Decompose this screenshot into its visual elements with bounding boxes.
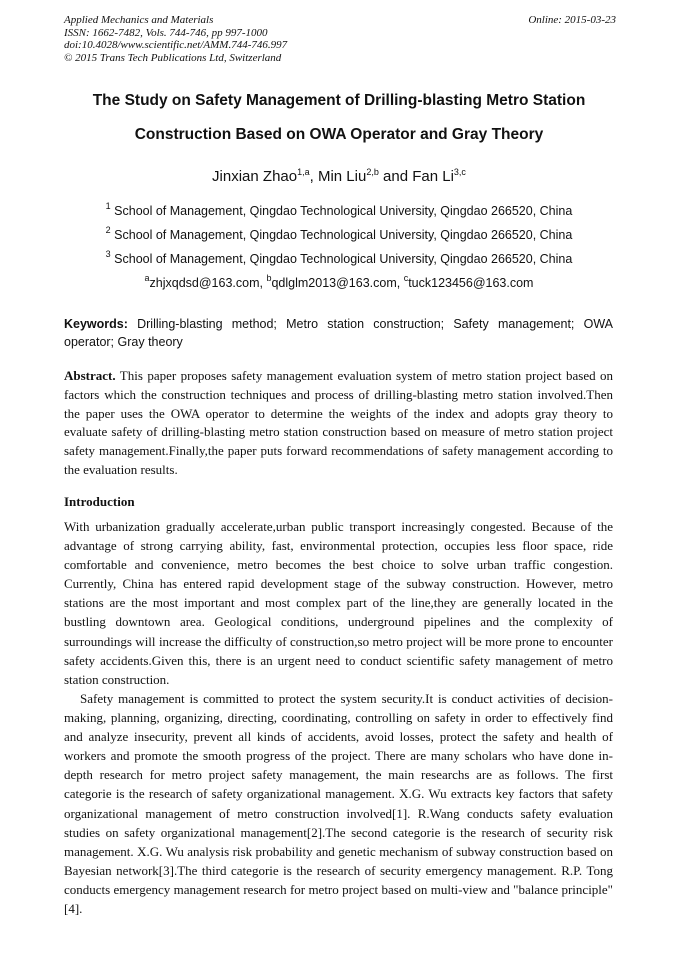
affiliation-number: 3 <box>105 249 111 259</box>
author-name: Jinxian Zhao <box>212 168 298 185</box>
email-address[interactable]: qdlglm2013@163.com <box>271 276 397 290</box>
affiliation-2 <box>0 225 678 242</box>
affiliation-3 <box>0 249 678 266</box>
journal-header <box>64 14 287 64</box>
email-address[interactable]: zhjxqdsd@163.com <box>149 276 260 290</box>
author-name: Min Liu <box>317 168 367 185</box>
affiliation-text: School of Management, Qingdao Technological University, Qingdao 266520, China <box>114 228 573 242</box>
author-emails <box>0 273 678 290</box>
affiliation-text: School of Management, Qingdao Technological University, Qingdao 266520, China <box>114 252 573 266</box>
email-mark: a <box>144 273 150 283</box>
keywords-text: Drilling-blasting method; Metro station construction; Safety management; OWA operator; Gray theory <box>64 317 613 349</box>
email-separator: , <box>396 276 404 290</box>
online-date: Online: 2015-03-23 <box>528 14 616 26</box>
affiliation-number: 1 <box>105 201 111 211</box>
abstract-text: This paper proposes safety management evaluation system of metro station project based on factors which the construction techniques and process of drilling-blasting metro station involved.Then the paper uses the OWA operator to determine the weights of the index and adopts gray theory to evaluate safety of drilling-blasting metro station construction based on measure of metro station project safety management.Finally,the paper puts forward recommendations of safety management according to the evaluation results. <box>64 368 613 477</box>
email-mark: c <box>403 273 409 283</box>
keywords-label: Keywords: <box>64 317 128 331</box>
author-affiliation-mark: 1,a <box>297 167 310 177</box>
section-heading-introduction: Introduction <box>64 494 135 509</box>
author-affiliation-mark: 2,b <box>366 167 379 177</box>
paragraph-2: Safety management is committed to protect the system security.It is conduct activities of decision-making, planning, organizing, directing, coordinating, controlling on safety in order to effectively find and analyze insecurity, prevent all kinds of accidents, avoid losses, protect the safety and health of workers and promote the smooth progress of the project. There are many scholars who have done in-depth research for metro project safety management, the main researchs are as follows. The first categorie is the research of safety organizational management. X.G. Wu extracts key factors that safety organizational management of metro construction involved[1]. R.Wang conducts safety evaluation studies on safety organizational management[2].The second categorie is the research of security risk management. X.G. Wu analysis risk probability and genetic mechanism of subway construction based on Bayesian network[3].The third categorie is the research of security emergency management. R.P. Tong conducts emergency management research for metro project based on multi-view and "balance principle"[4]. <box>64 691 613 917</box>
paper-title-line-2: Construction Based on OWA Operator and Gray Theory <box>134 126 544 143</box>
email-separator: , <box>259 276 267 290</box>
author-separator: and <box>378 168 413 185</box>
author-name: Fan Li <box>412 168 454 185</box>
email-mark: b <box>266 273 272 283</box>
issn-line: ISSN: 1662-7482, Vols. 744-746, pp 997-1000 <box>64 26 268 39</box>
keywords <box>64 316 613 351</box>
affiliation-1 <box>0 201 678 218</box>
author-affiliation-mark: 3,c <box>453 167 466 177</box>
journal-name: Applied Mechanics and Materials <box>64 14 214 26</box>
author-separator: , <box>309 168 318 185</box>
abstract <box>64 367 613 480</box>
author-list <box>0 168 678 185</box>
paper-title-line-1: The Study on Safety Management of Drilling-blasting Metro Station <box>92 92 586 109</box>
paragraph-1: With urbanization gradually accelerate,urban public transport increasingly congested. Because of the advantage of strong carrying ability, fast, environmental protection, occupies less floor space, ride comfortable and convenience, metro becomes the best choice to solve urban traffic congestion. Currently, China has entered rapid development stage of the subway construction. However, metro stations are the most important and most complex part of the line,they are generally located in the bustling downtown area. Geological conditions, underground pipelines and the complexity of surroundings will increase the difficulty of construction,so metro project will be more prone to encounter safety accidents.Given this, there is an urgent need to conduct scientific safety management of metro station construction. <box>64 519 613 687</box>
doi-line: doi:10.4028/www.scientific.net/AMM.744-746.997 <box>64 39 288 51</box>
affiliation-number: 2 <box>105 225 111 235</box>
copyright-line: © 2015 Trans Tech Publications Ltd, Switzerland <box>64 51 282 64</box>
email-address[interactable]: tuck123456@163.com <box>408 276 534 290</box>
abstract-label: Abstract. <box>64 368 116 383</box>
affiliation-text: School of Management, Qingdao Technological University, Qingdao 266520, China <box>114 204 573 218</box>
